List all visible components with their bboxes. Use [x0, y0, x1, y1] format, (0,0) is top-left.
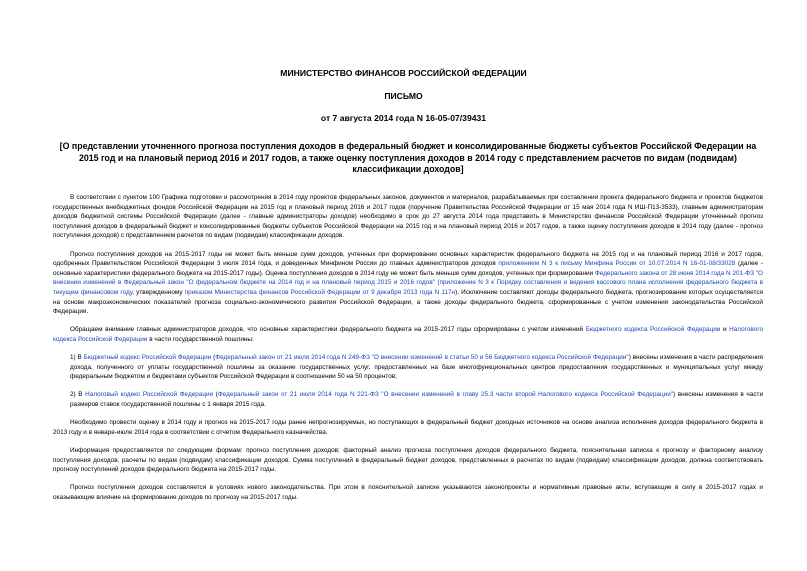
text-span: (: [211, 354, 216, 362]
list-item-1: [53, 353, 763, 382]
paragraph-4: Необходимо провести оценку в 2014 году и прогноз на 2015-2017 годы ранее непрогнозируемых, но поступающих в федеральный бюджет доходных источников на основе анализа исполнения доходов федерального бюджета в 2013 году и в январе-июле 2014 года в соответствии с отчетом Федерального казначейства.: [53, 419, 763, 436]
link-federal-law-201[interactable]: Федерального закона от 28 июня 2014 года N 201-ФЗ "О внесении изменений в Федеральный закон "О федеральном бюджете на 2014 год и на плановый период 2015 и 2016 годов" (приложение N 3 к Порядку составления и ведения кассового плана исполнения федерального бюджета в текущем финансовом году,: [53, 269, 763, 296]
text-span: 2) В: [70, 391, 86, 399]
paragraph-6: Прогноз поступления доходов составляется в условиях нового законодательства. При этом в пояснительной записке указываются законопроекты и нормативные правовые акты, вступающие в силу в 2015-2017 годах и оказывающие влияние на формирование доходов по прогнозу на 2015-2017 годы.: [53, 484, 763, 501]
document-title: [О представлении уточненного прогноза поступления доходов в федеральный бюджет и консолидированные бюджеты субъектов Российской Федерации на 2015 год и на плановый период 2016 и 2017 годов, а также оценку поступления доходов в 2014 году с представлением расчетов по видам (подвидам) классификации доходов]: [59, 141, 757, 174]
text-span: Прогноз поступления доходов на 2015-2017 годы не может быть меньше сумм доходов, учтенных при формировании основных характеристик федерального бюджета на 2015 год и на плановый период 2016 и 2017 годов, одобренных Правительством Российской Федерации 3 июля 2014 года, и доведенных Минфином России до главных администраторов доходов: [53, 250, 763, 268]
link-budget-code[interactable]: Бюджетного кодекса Российской Федерации: [585, 326, 721, 334]
document-type: ПИСЬМО: [384, 91, 423, 101]
text-span: в части государственной пошлины:: [147, 335, 254, 343]
text-span: (: [213, 391, 218, 399]
link-order-117n[interactable]: приказом Министерства финансов Российской Федерации от 9 декабря 2013 года N 117н: [184, 288, 456, 296]
ministry-header: МИНИСТЕРСТВО ФИНАНСОВ РОССИЙСКОЙ ФЕДЕРАЦИИ: [280, 68, 527, 78]
text-span: утвержденному: [134, 288, 185, 296]
text-span: Обращаем внимание главных администраторов доходов, что основные характеристики федерального бюджета на 2015-2017 годы сформированы с учетом изменений: [70, 326, 586, 334]
paragraph-2: [53, 250, 763, 317]
link-tax-code-item[interactable]: Налоговый кодекс Российской Федерации: [85, 391, 214, 399]
paragraph-1: В соответствии с пунктом 100 Графика подготовки и рассмотрения в 2014 году проектов федеральных законов, документов и материалов, разрабатываемых при составлении проекта федерального бюджета и проектов бюджетов государственных внебюджетных фондов Российской Федерации на 2015 год и плановый период 2016 и 2017 годов (поручение Правительства Российской Федерации от 15 мая 2014 года N ИШ-П13-3533), главным администраторам доходов бюджетной системы Российской Федерации (далее - главные администраторы доходов) необходимо в срок до 27 августа 2014 года представить в Министерство финансов Российской Федерации уточненный прогноз поступления доходов в федеральный бюджет и консолидированные бюджеты субъектов Российской Федерации на 2015 год и на плановый период 2016 и 2017 годов, а также оценку поступления доходов в 2014 году (далее - прогноз поступления доходов) с представлением расчетов по видам (подвидам) классификации доходов.: [53, 194, 763, 240]
text-span: ) внесены изменения в части распределения дохода, полученного от уплаты государственной пошлины за оказание государственных услуг, предоставленных на базе многофункциональных центров предоставления государственных и муниципальных услуг между федеральным бюджетом и бюджетами субъектов Российской Федерации в соотношении 50 на 50 процентов;: [70, 354, 764, 381]
link-minfin-letter[interactable]: приложением N 3 к письму Минфина России от 10.07.2014 N 16-01-08/33028: [498, 260, 736, 268]
document-date-number: от 7 августа 2014 года N 16-05-07/39431: [320, 113, 487, 123]
text-span: (далее - основные характеристики федерального бюджета на 2015-2017 годы). Оценка поступления доходов в 2014 году не может быть меньше сумм доходов, учтенных при формировании: [53, 260, 763, 277]
document-body: [53, 193, 763, 511]
link-budget-code-item[interactable]: Бюджетный кодекс Российской Федерации: [83, 354, 212, 362]
text-span: ) внесены изменения в части размеров ставок государственной пошлины с 1 января 2015 года.: [70, 391, 764, 409]
paragraph-3: [53, 325, 763, 344]
list-item-2: [53, 390, 763, 409]
link-federal-law-221[interactable]: Федеральный закон от 21 июля 2014 года N 221-ФЗ "О внесении изменений в главу 25.3 части второй Налогового кодекса Российской Федерации": [217, 391, 674, 399]
text-span: ). Исключение составляют доходы федерального бюджета, прогнозирование которых осуществляется на основе макроэкономических показателей прогноза социально-экономического развития Российской Федерации, а также доходы федерального бюджета, сформированные с учетом изменения законодательства Российской Федерации.: [53, 288, 763, 316]
link-tax-code[interactable]: Налогового кодекса Российской Федерации: [53, 326, 764, 343]
link-federal-law-249[interactable]: Федеральный закон от 21 июля 2014 года N 249-ФЗ "О внесении изменений в статьи 50 и 56 Бюджетного кодекса Российской Федерации": [215, 354, 629, 362]
text-span: 1) В: [70, 354, 84, 362]
text-span: и: [720, 326, 730, 334]
paragraph-5: Информация предоставляется по следующим формам: прогноз поступления доходов; факторный анализ прогноза поступления доходов федерального бюджета, пояснительная записка к прогнозу и факторному анализу поступления доходов, расчеты по видам (подвидам) классификации доходов. Сумма поступлений в федеральный бюджет доходов, представленных в расчетах по видам (подвидам) классификации доходов, должна соответствовать прогнозу поступлений доходов федерального бюджета на 2015-2017 годы.: [53, 447, 763, 474]
